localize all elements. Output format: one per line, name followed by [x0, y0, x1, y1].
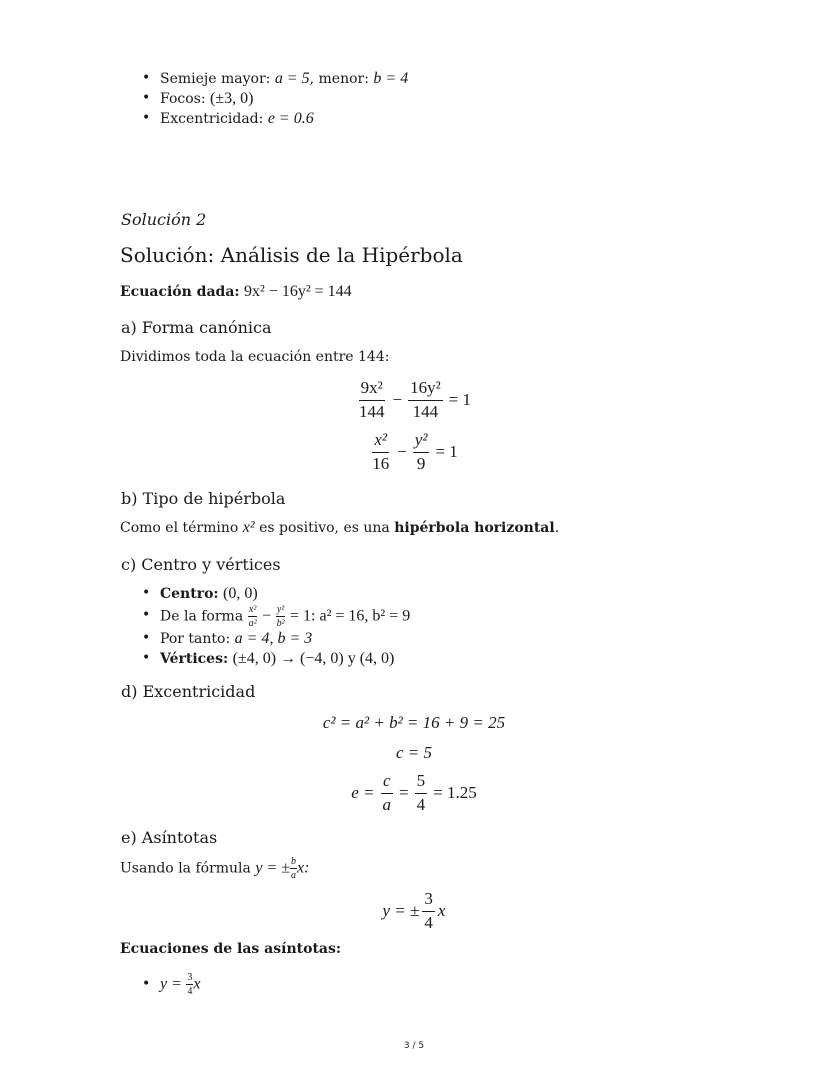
heading-eccentricity: d) Excentricidad — [121, 682, 256, 701]
equation-c: c = 5 — [395, 743, 433, 762]
fraction: $\frac{\text{y²}}{9}$ — [414, 430, 428, 473]
center-vertices-list — [120, 584, 410, 669]
page-number: 3 / 5 — [403, 1041, 425, 1051]
heading-asymptotes: e) Asíntotas — [121, 828, 218, 847]
fraction: $\frac{\text{y²}}{\text{b²}}$ — [276, 604, 285, 629]
list-item: • Excentricidad: e = 0.6 — [120, 109, 408, 129]
list-item: • Centro: (0, 0) — [120, 584, 410, 604]
fraction: $\frac{\text{9x²}}{144}$ — [358, 378, 385, 421]
fraction: $\frac{b}{a}$ — [291, 856, 297, 881]
fraction: $\frac{3}{4}$ — [424, 889, 433, 932]
equation-asymptotes: y = ± $\frac{3}{4}$ x — [382, 889, 446, 932]
solution-label: Solución 2 — [121, 210, 207, 229]
list-item: • y = $\frac{3}{4}$ x — [120, 972, 200, 997]
fraction: $\frac{3}{4}$ — [187, 972, 193, 997]
fraction: $\frac{5}{4}$ — [416, 771, 426, 814]
paragraph-divide: Dividimos toda la ecuación entre 144: — [120, 349, 390, 365]
equation-canonical-step1: $\frac{\text{9x²}}{144}$ − $\frac{\text{16y²}}{144}$ = 1 — [358, 378, 472, 421]
asymptotes-list — [120, 972, 200, 997]
heading-hyperbola-type: b) Tipo de hipérbola — [121, 489, 286, 508]
paragraph-asymptote-formula: Usando la fórmula y = ± $\frac{b}{a}$ x: — [120, 856, 310, 881]
equation-eccentricity: e = $\frac{c}{a}$ = $\frac{5}{4}$ = 1.25 — [351, 771, 477, 814]
fraction: $\frac{\text{x²}}{16}$ — [372, 430, 390, 473]
list-item: • De la forma $\frac{\text{x²}}{\text{a²}}$ − $\frac{\text{y²}}{\text{b²}}$ = 1: a² = 16, b² = 9 — [120, 604, 410, 629]
page-title: Solución: Análisis de la Hipérbola — [120, 243, 463, 267]
asymptotes-list-heading: Ecuaciones de las asíntotas: — [120, 941, 342, 957]
heading-center-vertices: c) Centro y vértices — [121, 555, 281, 574]
ellipse-summary-list — [120, 69, 408, 129]
equation-canonical-step2: $\frac{\text{x²}}{16}$ − $\frac{\text{y²}}{9}$ = 1 — [372, 430, 458, 473]
fraction: $\frac{c}{a}$ — [382, 771, 392, 814]
heading-canonical-form: a) Forma canónica — [121, 318, 272, 337]
list-item: • Focos: (±3, 0) — [120, 89, 408, 109]
fraction: $\frac{\text{x²}}{\text{a²}}$ — [248, 604, 257, 629]
list-item: • Por tanto: a = 4, b = 3 — [120, 629, 410, 649]
fraction: $\frac{\text{16y²}}{144}$ — [410, 378, 441, 421]
paragraph-hyperbola-type: Como el término x² es positivo, es una hipérbola horizontal. — [120, 519, 560, 536]
equation-c-squared: c² = a² + b² = 16 + 9 = 25 — [322, 713, 506, 732]
list-item: • Semieje mayor: a = 5, menor: b = 4 — [120, 69, 408, 89]
list-item: • Vértices: (±4, 0) → (−4, 0) y (4, 0) — [120, 649, 410, 669]
given-equation: Ecuación dada: 9x² − 16y² = 144 — [120, 283, 352, 300]
